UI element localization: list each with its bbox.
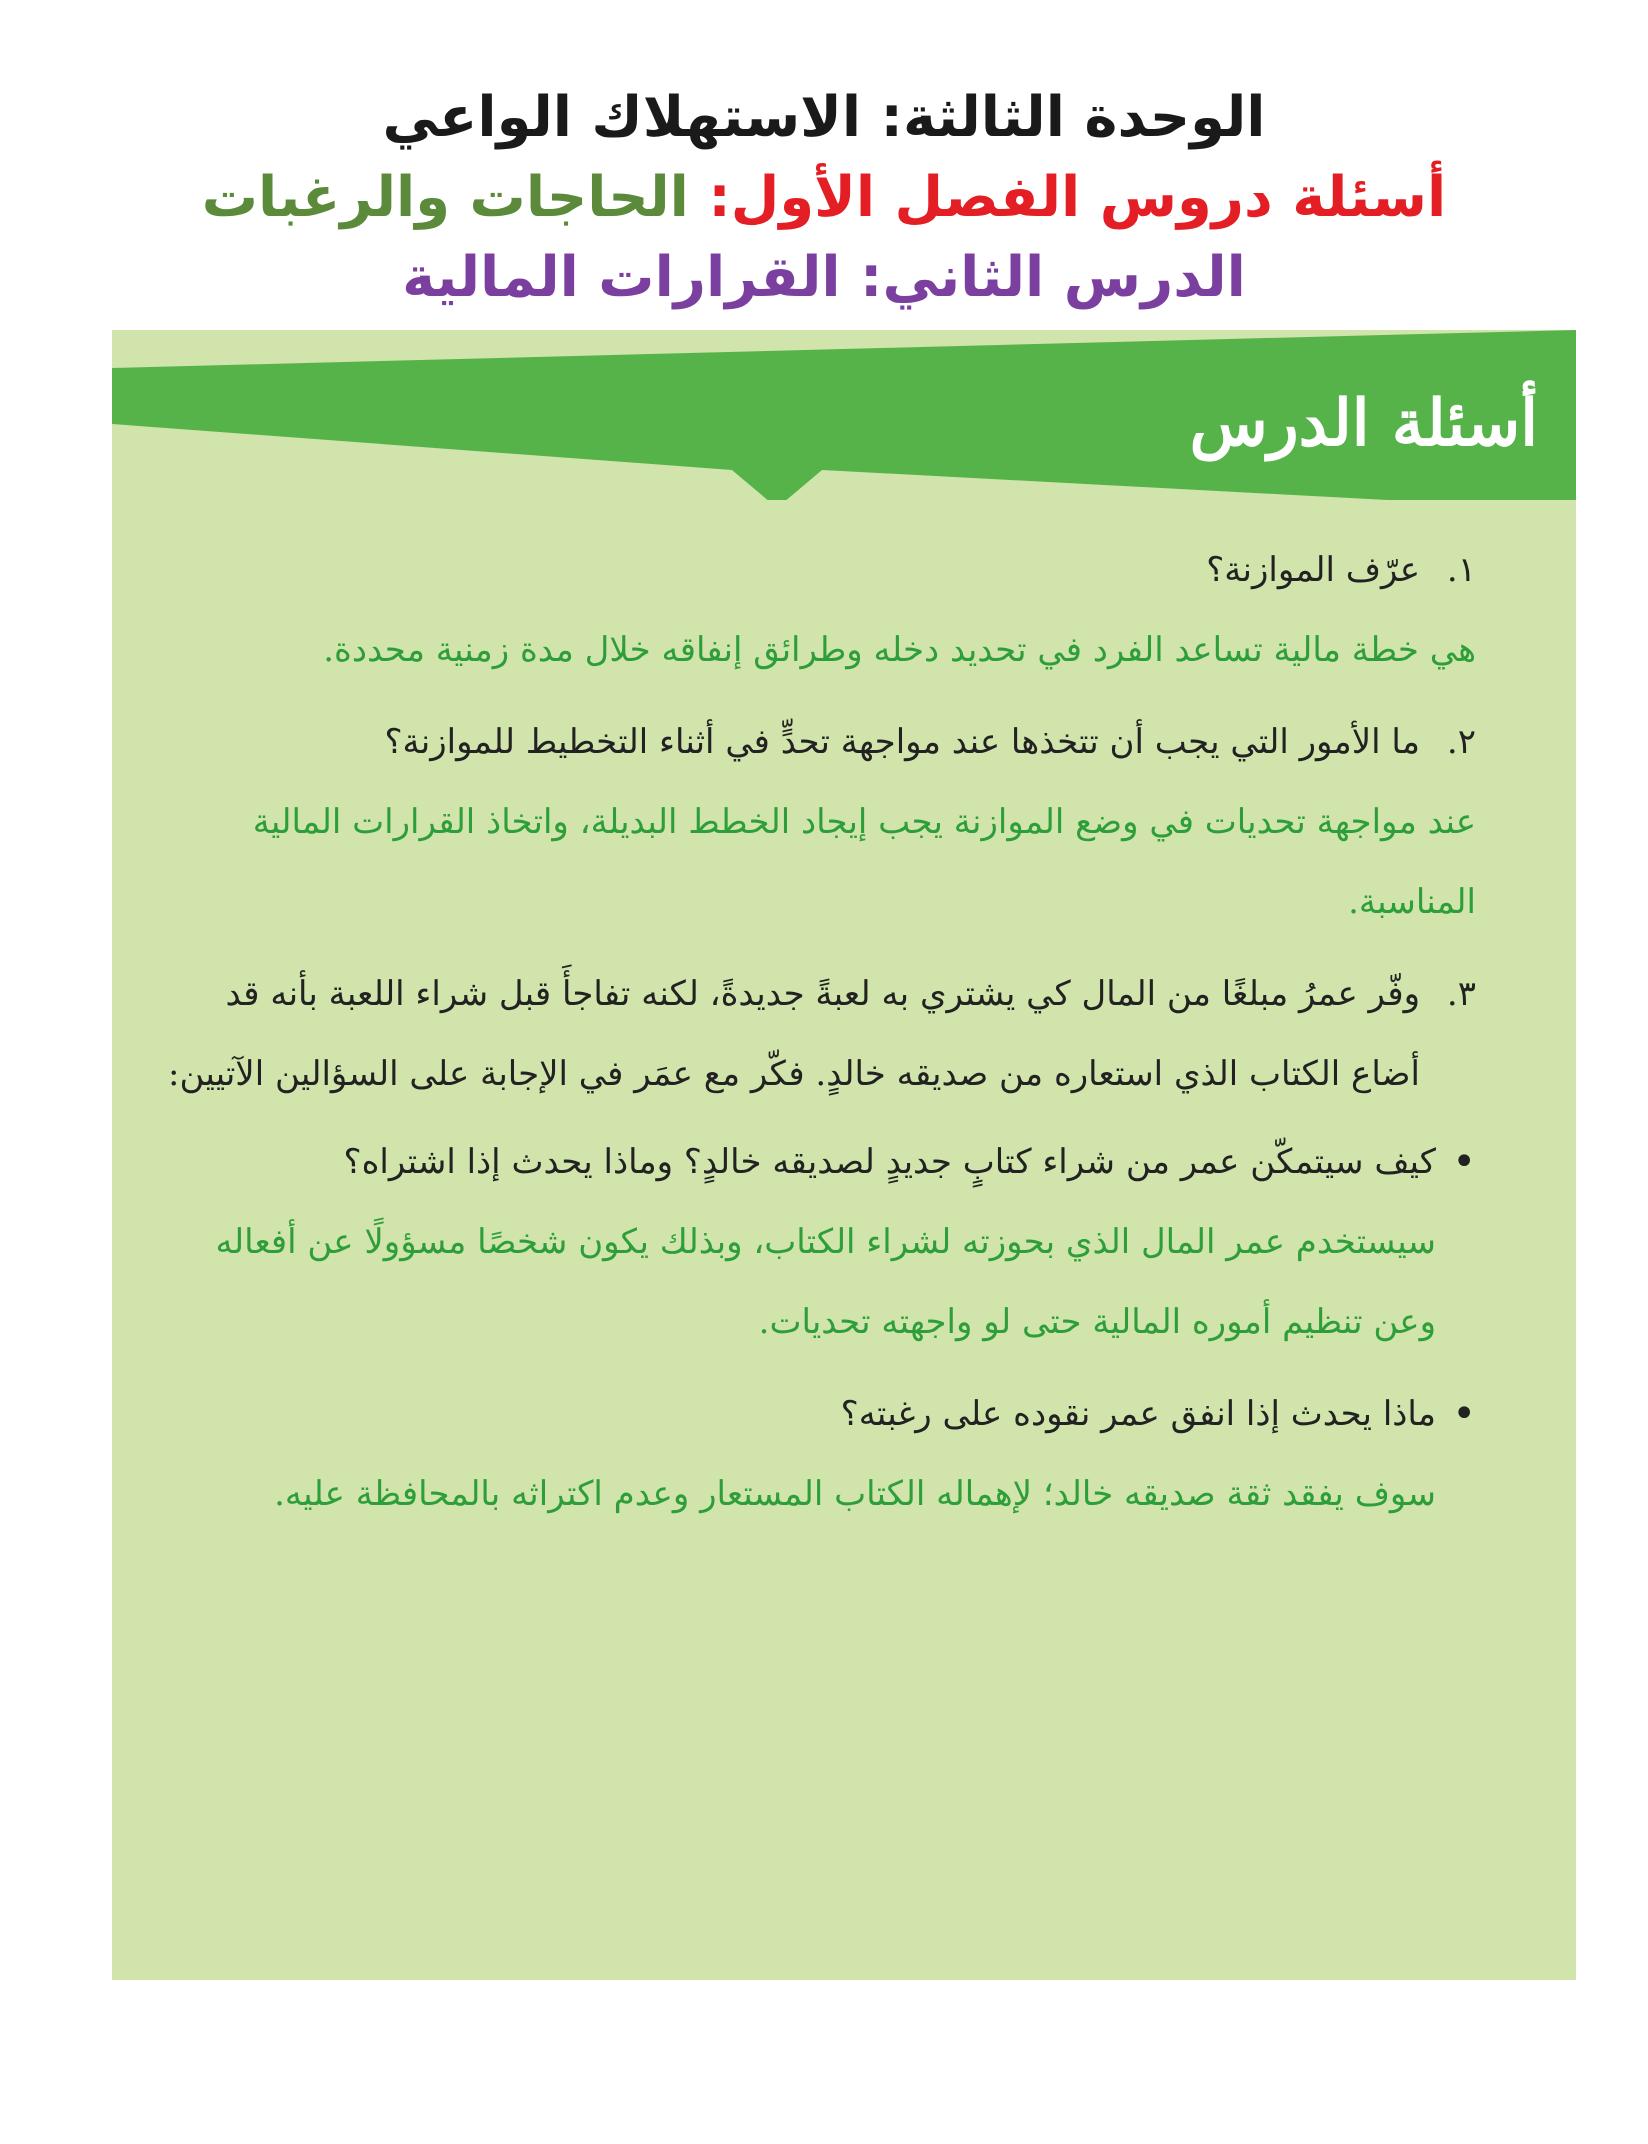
lesson-title: الدرس الثاني: القرارات المالية bbox=[402, 245, 1246, 310]
questions-list bbox=[152, 530, 1476, 1546]
question-number: ٣. bbox=[1446, 974, 1476, 1014]
banner-title: أسئلة الدرس bbox=[1189, 386, 1538, 461]
bullet-dot-icon: • bbox=[1452, 1391, 1476, 1437]
unit-title: الوحدة الثالثة: الاستهلاك الواعي bbox=[382, 85, 1266, 150]
bullet-answer-2: سوف يفقد ثقة صديقه خالد؛ لإهماله الكتاب المستعار وعدم اكتراثه بالمحافظة عليه. bbox=[274, 1474, 1436, 1514]
bullet-dot-icon: • bbox=[1452, 1139, 1476, 1185]
question-2 bbox=[152, 702, 1476, 782]
question-number: ١. bbox=[1446, 550, 1476, 590]
chapter-title: الحاجات والرغبات bbox=[201, 165, 689, 230]
question-1 bbox=[152, 530, 1476, 610]
question-number: ٢. bbox=[1446, 722, 1476, 762]
chapter-prefix: أسئلة دروس الفصل الأول: bbox=[708, 165, 1447, 230]
lesson-questions-panel bbox=[112, 330, 1576, 1980]
chapter-line bbox=[0, 158, 1648, 238]
answer-1: هي خطة مالية تساعد الفرد في تحديد دخله وطرائق إنفاقه خلال مدة زمنية محددة. bbox=[323, 630, 1476, 670]
bullet-text: كيف سيتمكّن عمر من شراء كتابٍ جديدٍ لصديقه خالدٍ؟ وماذا يحدث إذا اشتراه؟ bbox=[343, 1142, 1436, 1182]
bullet-answer-1: سيستخدم عمر المال الذي بحوزته لشراء الكتاب، وبذلك يكون شخصًا مسؤولًا عن أفعاله وعن تنظيم أموره المالية حتى لو واجهته تحديات. bbox=[215, 1222, 1436, 1342]
question-text: ما الأمور التي يجب أن تتخذها عند مواجهة تحدٍّ في أثناء التخطيط للموازنة؟ bbox=[384, 722, 1420, 762]
bullet-text: ماذا يحدث إذا انفق عمر نقوده على رغبته؟ bbox=[840, 1394, 1436, 1434]
page-header bbox=[0, 78, 1648, 318]
question-3 bbox=[152, 954, 1476, 1114]
question-text: وفّر عمرُ مبلغًا من المال كي يشتري به لعبةً جديدةً، لكنه تفاجأَ قبل شراء اللعبة بأنه قد أضاع الكتاب الذي استعاره من صديقه خالدٍ. فكّر مع عمَر في الإجابة على السؤالين الآتيين: bbox=[167, 974, 1420, 1094]
question-text: عرّف الموازنة؟ bbox=[1206, 550, 1420, 590]
bullet-question-2 bbox=[152, 1374, 1476, 1454]
bullet-question-1 bbox=[152, 1122, 1476, 1202]
answer-2: عند مواجهة تحديات في وضع الموازنة يجب إيجاد الخطط البديلة، واتخاذ القرارات المالية المناسبة. bbox=[252, 802, 1476, 922]
